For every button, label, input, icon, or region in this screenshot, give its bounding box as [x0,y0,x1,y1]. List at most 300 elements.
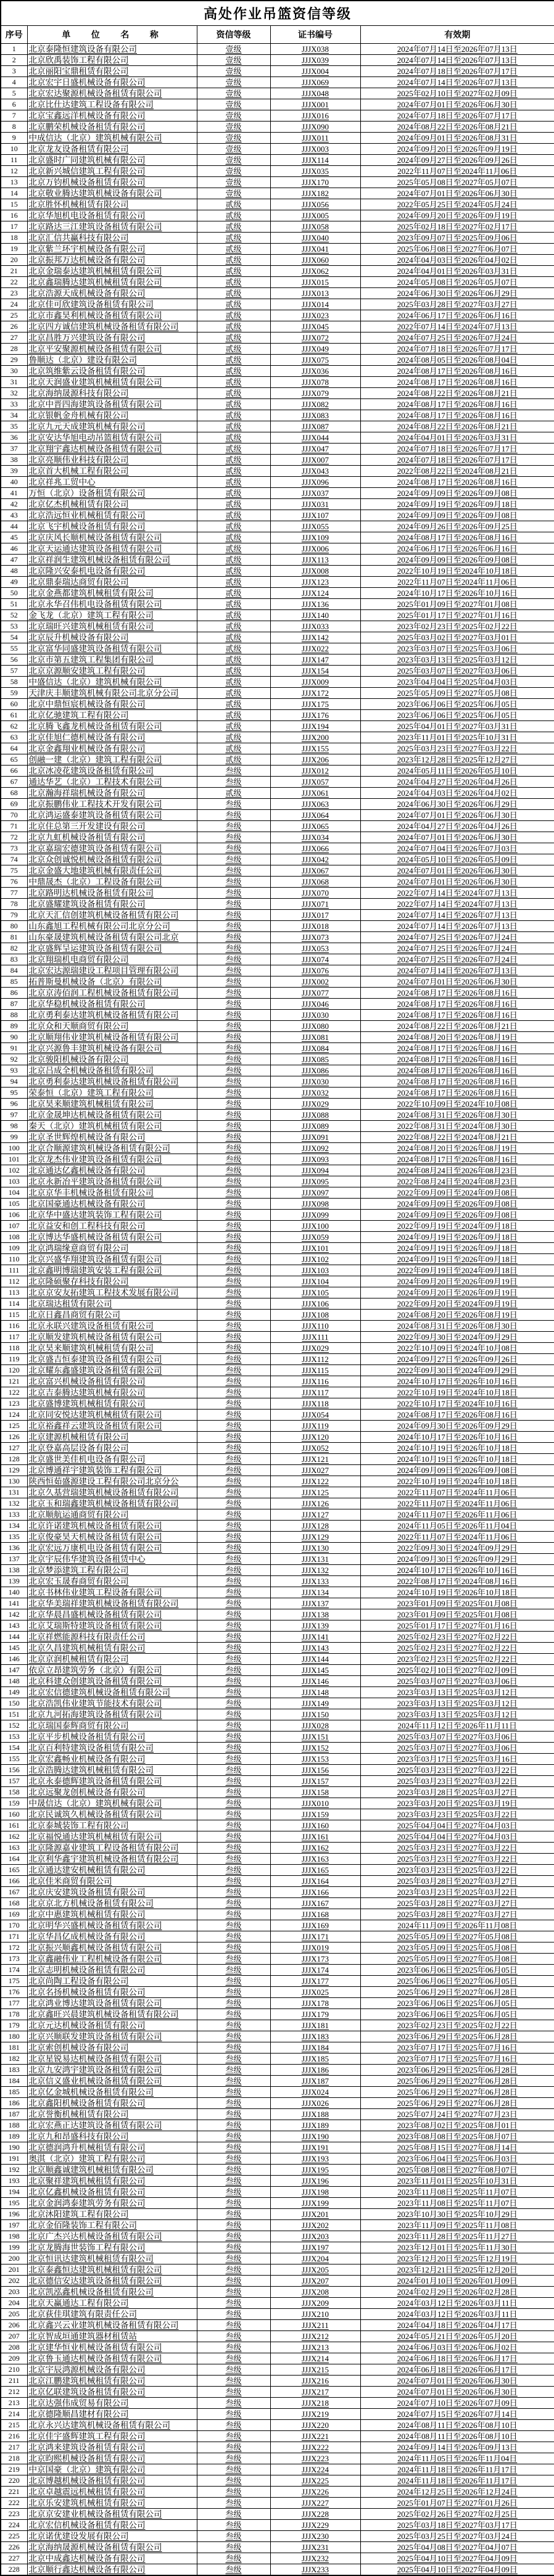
certificate-number: JJJX096 [270,477,360,488]
validity-period: 2024年09月14日至2026年09月13日 [360,2442,554,2453]
row-index: 99 [1,1132,27,1143]
validity-period: 2022年08月22日至2024年08月21日 [360,1132,554,1143]
validity-period: 2023年08月02日至2025年08月01日 [360,2120,554,2131]
certificate-number: JJJX033 [270,621,360,632]
credit-rating: 壹级 [197,77,270,88]
validity-period: 2024年09月19日至2026年09月18日 [360,499,554,510]
row-index: 42 [1,499,27,510]
row-index: 154 [1,1743,27,1754]
company-name: 北京亿联建筑设备租赁有限公司 [27,2387,197,2398]
certificate-number: JJJX040 [270,233,360,244]
validity-period: 2025年02月10日至2027年02月09日 [360,88,554,99]
certificate-number: JJJX138 [270,1609,360,1620]
table-row [1,1498,554,1509]
row-index: 91 [1,1043,27,1054]
validity-period: 2024年04月27日至2026年04月26日 [360,777,554,788]
validity-period: 2025年06月06日至2027年06月05日 [360,1976,554,1987]
validity-period: 2024年08月17日至2026年08月16日 [360,1076,554,1088]
company-name: 北京华美瑞祥建筑机械设备租赁有限公司 [27,1598,197,1609]
row-index: 41 [1,488,27,499]
row-index: 187 [1,2109,27,2120]
row-index: 168 [1,1898,27,1909]
certificate-number: JJJX060 [270,255,360,266]
header-row [1,26,554,44]
row-index: 44 [1,521,27,532]
validity-period: 2024年04月03日至2026年04月02日 [360,788,554,799]
credit-rating: 叁级 [197,1776,270,1787]
table-row [1,299,554,310]
row-index: 147 [1,1665,27,1676]
company-name: 北京龙腾海世装饰工程有限公司 [27,2242,197,2253]
validity-period: 2022年10月17日至2024年10月16日 [360,1398,554,1410]
row-index: 225 [1,2531,27,2542]
table-row [1,599,554,610]
certificate-number: JJJX035 [270,166,360,177]
company-name: 北京佳旭仁德机械设备有限公司 [27,732,197,743]
certificate-number: JJJX101 [270,1243,360,1254]
row-index: 51 [1,599,27,610]
certificate-number: JJJX155 [270,743,360,754]
certificate-number: JJJX011 [270,133,360,144]
company-name: 北京昀熙机械设备租赁有限公司 [27,2453,197,2464]
certificate-number: JJJX199 [270,2198,360,2209]
credit-rating: 叁级 [197,2142,270,2153]
company-name: 北京昌胜万兴建筑设备有限公司 [27,332,197,344]
credit-rating: 贰级 [197,510,270,521]
company-name: 北京汇信共赢科技有限公司 [27,233,197,244]
credit-rating: 贰级 [197,677,270,688]
validity-period: 2025年03月28日至2027年03月27日 [360,1876,554,1887]
table-row [1,1865,554,1876]
validity-period: 2023年12月01日至2025年11月30日 [360,2242,554,2253]
credit-rating: 叁级 [197,1820,270,1831]
company-name: 北京庆安建筑设备租赁有限公司 [27,1887,197,1898]
credit-rating: 叁级 [197,1954,270,1965]
certificate-number: JJJX079 [270,388,360,399]
table-row [1,843,554,854]
validity-period: 2025年02月18日至2027年02月17日 [360,221,554,233]
certificate-number: JJJX150 [270,1709,360,1720]
certificate-number: JJJX069 [270,77,360,88]
table-row [1,2187,554,2198]
validity-period: 2022年11月07日至2024年11月06日 [360,1487,554,1498]
credit-rating: 叁级 [197,2298,270,2309]
company-name: 北京卓越震远机械租赁有限公司 [27,2487,197,2498]
credit-rating: 叁级 [197,1076,270,1088]
company-name: 北京科建众创建筑设备租赁有限公司 [27,1676,197,1687]
row-index: 107 [1,1221,27,1232]
certificate-number: JJJX112 [270,1354,360,1365]
credit-rating: 叁级 [197,1332,270,1343]
validity-period: 2023年11月01日至2025年10月31日 [360,2176,554,2187]
credit-rating: 叁级 [197,1387,270,1398]
table-row [1,2231,554,2242]
company-name: 北京德润鸿升机械租赁有限公司 [27,2142,197,2153]
row-index: 35 [1,421,27,432]
company-name: 北京金晟坤达机械设备租赁有限公司 [27,1110,197,1121]
certificate-number: JJJX091 [270,1132,360,1143]
row-index: 137 [1,1554,27,1565]
row-index: 30 [1,366,27,377]
validity-period: 2025年02月26日至2027年02月25日 [360,2509,554,2520]
row-index: 117 [1,1332,27,1343]
company-name: 北京百利特建筑设备租赁有限公司 [27,1743,197,1754]
validity-period: 2024年09月27日至2026年09月26日 [360,155,554,166]
certificate-number: JJJX015 [270,277,360,288]
credit-rating: 叁级 [197,1620,270,1632]
company-name: 陕西恒茹盛源建设工程有限公司北京分公 [27,1476,197,1487]
company-name: 北京住总第三开发建设有限公司 [27,821,197,832]
company-name: 北京振鹏伟业工程技术开发有限公司 [27,799,197,810]
certificate-number: JJJX164 [270,1876,360,1887]
table-row [1,1743,554,1754]
credit-rating: 贰级 [197,721,270,732]
validity-period: 2025年03月25日至2027年03月24日 [360,2531,554,2542]
company-name: 北京利华鑫宇建筑机械设备租赁有限公司 [27,1854,197,1865]
row-index: 15 [1,199,27,210]
certificate-number: JJJX100 [270,1221,360,1232]
company-name: 北京星锐易达机械设备租赁有限公司 [27,2054,197,2065]
validity-period: 2024年05月11日至2026年05月10日 [360,766,554,777]
credit-rating: 叁级 [197,1543,270,1554]
row-index: 2 [1,55,27,66]
credit-rating: 叁级 [197,2531,270,2542]
credit-rating: 叁级 [197,965,270,976]
table-row [1,188,554,199]
credit-rating: 叁级 [197,1210,270,1221]
row-index: 73 [1,843,27,854]
company-name: 北京昊来顺建筑机械租赁有限公司 [27,1099,197,1110]
company-name: 北京丽阳宝鼎租赁有限公司 [27,66,197,77]
table-row [1,2220,554,2231]
validity-period: 2024年04月27日至2026年04月26日 [360,821,554,832]
table-row [1,144,554,155]
credit-rating: 叁级 [197,1032,270,1043]
company-name: 北京金瑞泰达建筑机械租赁有限公司 [27,266,197,277]
validity-period: 2024年08月17日至2026年08月16日 [360,1088,554,1099]
table-row [1,2376,554,2387]
validity-period: 2024年07月10日至2026年07月09日 [360,2398,554,2409]
certificate-number: JJJX093 [270,1154,360,1165]
table-row [1,954,554,965]
certificate-number: JJJX171 [270,1931,360,1942]
certificate-number: JJJX156 [270,1765,360,1776]
company-name: 北京新兴城信建筑工程有限公司 [27,166,197,177]
table-row [1,921,554,932]
credit-rating: 贰级 [197,321,270,332]
credit-rating: 叁级 [197,1754,270,1765]
credit-rating: 贰级 [197,344,270,355]
row-index: 169 [1,1909,27,1920]
row-index: 9 [1,133,27,144]
company-name: 北京福悦通达建筑机械租赁有限公司 [27,1831,197,1843]
company-name: 北京海纳晟源机械设备租赁有限公司 [27,2542,197,2553]
validity-period: 2024年07月18日至2026年07月17日 [360,110,554,122]
company-name: 北京比仕达建筑工程设备有限公司 [27,99,197,110]
company-name: 北京泰隆恒建筑设备有限公司 [27,44,197,55]
company-name: 北京亿杰机械租赁有限公司 [27,499,197,510]
company-name: 北京名扬机械设备租赁有限公司 [27,1987,197,1998]
row-index: 163 [1,1843,27,1854]
row-index: 82 [1,943,27,954]
validity-period: 2023年06月06日至2025年06月05日 [360,699,554,710]
company-name: 北京九和昂盛科技有限公司 [27,2131,197,2142]
certificate-number: JJJX148 [270,1687,360,1698]
row-index: 196 [1,2209,27,2220]
row-index: 215 [1,2420,27,2431]
column-header-cert: 证书编号 [270,26,360,44]
row-index: 122 [1,1387,27,1398]
certificate-number: JJJX198 [270,2187,360,2198]
company-name: 北京宝鑫远洋机械设备有限公司 [27,110,197,122]
credit-rating: 贰级 [197,743,270,754]
row-index: 148 [1,1676,27,1687]
company-name: 北京兴源鲁丰建筑机械设备有限公司 [27,1043,197,1054]
certificate-number: JJJX067 [270,865,360,877]
validity-period: 2025年04月04日至2027年04月03日 [360,1820,554,1831]
row-index: 29 [1,355,27,366]
validity-period: 2023年11月01日至2025年10月31日 [360,732,554,743]
certificate-number: JJJX073 [270,932,360,943]
table-row [1,610,554,621]
certificate-number: JJJX141 [270,1632,360,1643]
table-row [1,788,554,799]
table-row [1,1187,554,1199]
credit-rating: 贰级 [197,244,270,255]
row-index: 190 [1,2142,27,2153]
table-row [1,1843,554,1854]
row-index: 17 [1,221,27,233]
credit-rating: 叁级 [197,1465,270,1476]
credit-rating: 叁级 [197,1787,270,1798]
row-index: 189 [1,2131,27,2142]
certificate-number: JJJX227 [270,2498,360,2509]
certificate-number: JJJX106 [270,1298,360,1310]
company-name: 中盛信达（北京）建筑机械有限公司 [27,677,197,688]
credit-rating: 叁级 [197,1243,270,1254]
certificate-number: JJJX017 [270,910,360,921]
company-name: 北京益安和创工程科技有限公司 [27,1221,197,1232]
certificate-number: JJJX065 [270,821,360,832]
validity-period: 2023年06月29日至2025年06月28日 [360,2031,554,2042]
table-row [1,1976,554,1987]
table-row [1,1687,554,1698]
credit-rating: 叁级 [197,799,270,810]
validity-period: 2024年07月04日至2026年07月03日 [360,843,554,854]
row-index: 32 [1,388,27,399]
credit-rating: 叁级 [197,1632,270,1643]
certificate-number: JJJX087 [270,421,360,432]
company-name: 北京浩凯伟业建筑节能技术有限公司 [27,1698,197,1709]
table-row [1,1454,554,1465]
credit-rating: 壹级 [197,188,270,199]
certificate-number: JJJX043 [270,466,360,477]
row-index: 167 [1,1887,27,1898]
credit-rating: 叁级 [197,2431,270,2442]
validity-period: 2024年04月01日至2026年03月31日 [360,266,554,277]
row-index: 65 [1,754,27,766]
table-row [1,1354,554,1365]
validity-period: 2024年09月19日至2026年09月18日 [360,1232,554,1243]
credit-rating: 叁级 [197,2187,270,2198]
row-index: 157 [1,1776,27,1787]
certificate-number: JJJX144 [270,1654,360,1665]
validity-period: 2024年06月17日至2026年06月16日 [360,310,554,321]
credit-rating: 叁级 [197,2031,270,2042]
table-row [1,1942,554,1954]
validity-period: 2024年05月10日至2026年05月09日 [360,854,554,865]
table-row [1,155,554,166]
company-name: 创融一建（北京）建筑工程有限公司 [27,754,197,766]
credit-rating: 叁级 [197,2087,270,2098]
certificate-number: JJJX132 [270,1565,360,1576]
credit-rating: 贰级 [197,410,270,421]
certificate-number: JJJX081 [270,1032,360,1043]
row-index: 116 [1,1321,27,1332]
company-name: 北京通达建安机械租赁有限公司 [27,1865,197,1876]
table-row [1,1043,554,1054]
certificate-number: JJJX022 [270,643,360,654]
credit-rating: 叁级 [197,1698,270,1709]
table-row [1,2076,554,2087]
credit-rating: 叁级 [197,1398,270,1410]
row-index: 226 [1,2542,27,2553]
validity-period: 2023年03月28日至2025年03月27日 [360,1787,554,1798]
validity-period: 2024年08月20日至2026年08月19日 [360,1310,554,1321]
table-row [1,377,554,388]
table-row [1,477,554,488]
table-row [1,1143,554,1154]
certificate-number: JJJX188 [270,2109,360,2120]
company-name: 北京平安聚源机械设备租赁有限公司 [27,344,197,355]
validity-period: 2025年06月29日至2027年06月28日 [360,2098,554,2109]
row-index: 109 [1,1243,27,1254]
company-name: 北京天赢通达工程有限公司 [27,2298,197,2309]
row-index: 79 [1,910,27,921]
table-row [1,643,554,654]
company-name: 北京永联兴建筑设备租赁有限公司 [27,1321,197,1332]
row-index: 108 [1,1232,27,1243]
certificate-number: JJJX129 [270,1532,360,1543]
credit-rating: 贰级 [197,488,270,499]
row-index: 119 [1,1354,27,1365]
certificate-number: JJJX189 [270,2120,360,2131]
certificate-number: JJJX122 [270,1476,360,1487]
table-row [1,777,554,788]
company-name: 鲁顺达（北京）建设有限公司 [27,355,197,366]
validity-period: 2025年01月07日至2027年01月26日 [360,2498,554,2509]
row-index: 224 [1,2520,27,2531]
credit-rating: 贰级 [197,688,270,699]
credit-rating: 叁级 [197,1509,270,1521]
credit-rating: 叁级 [197,1110,270,1121]
table-row [1,2165,554,2176]
certificate-number: JJJX085 [270,1054,360,1065]
table-row [1,421,554,432]
table-row [1,2420,554,2431]
credit-rating: 贰级 [197,444,270,455]
certificate-number: JJJX169 [270,1920,360,1931]
company-name: 北京亮顺伟业科技有限公司 [27,455,197,466]
table-row [1,1754,554,1765]
company-name: 北京华稳机械设备租赁有限公司 [27,999,197,1010]
certificate-number: JJJX187 [270,2076,360,2087]
row-index: 184 [1,2076,27,2087]
credit-rating: 叁级 [197,1343,270,1354]
certificate-number: JJJX182 [270,188,360,199]
validity-period: 2022年10月19日至2024年10月18日 [360,566,554,577]
credit-rating: 叁级 [197,2242,270,2253]
table-row [1,1732,554,1743]
certificate-number: JJJX181 [270,2020,360,2031]
row-index: 197 [1,2220,27,2231]
credit-rating: 叁级 [197,766,270,777]
row-index: 206 [1,2320,27,2331]
validity-period: 2025年01月17日至2027年01月16日 [360,1620,554,1632]
row-index: 31 [1,377,27,388]
validity-period: 2023年11月28日至2025年11月27日 [360,2231,554,2242]
validity-period: 2025年04月10日至2027年04月09日 [360,2564,554,2576]
table-row [1,1365,554,1376]
validity-period: 2025年04月01日至2027年03月31日 [360,721,554,732]
certificate-number: JJJX220 [270,2420,360,2431]
validity-period: 2023年03月13日至2025年03月12日 [360,1709,554,1720]
row-index: 185 [1,2087,27,2098]
row-index: 204 [1,2298,27,2309]
row-index: 16 [1,210,27,221]
row-index: 89 [1,1021,27,1032]
row-index: 214 [1,2409,27,2420]
credit-rating: 叁级 [197,1143,270,1154]
validity-period: 2022年09月09日至2024年09月08日 [360,1187,554,1199]
certificate-number: JJJX203 [270,2231,360,2242]
row-index: 218 [1,2453,27,2464]
certificate-number: JJJX167 [270,1898,360,1909]
validity-period: 2023年03月23日至2025年03月22日 [360,1809,554,1820]
table-row [1,1565,554,1576]
company-name: 北京京涛佰润工程机械设备租赁有限公司 [27,988,197,999]
credit-rating: 叁级 [197,1276,270,1287]
company-name: 北京京源顺安建筑工程有限公司 [27,666,197,677]
credit-rating: 叁级 [197,865,270,877]
row-index: 55 [1,643,27,654]
credit-rating: 叁级 [197,1765,270,1776]
row-index: 26 [1,321,27,332]
credit-rating: 叁级 [197,1310,270,1321]
company-name: 天津庆丰顺建筑机械有限公司北京分公司 [27,688,197,699]
row-index: 125 [1,1421,27,1432]
certificate-number: JJJX213 [270,2342,360,2353]
company-name: 北京永兴达建筑机械设备租赁有限公司 [27,2420,197,2431]
company-name: 北京瑞达租赁有限公司 [27,1298,197,1310]
row-index: 70 [1,810,27,821]
validity-period: 2025年03月28日至2027年03月27日 [360,1898,554,1909]
row-index: 33 [1,399,27,410]
validity-period: 2025年06月29日至2027年06月28日 [360,2076,554,2087]
row-index: 111 [1,1265,27,1276]
row-index: 173 [1,1954,27,1965]
credit-rating: 壹级 [197,155,270,166]
validity-period: 2024年08月20日至2026年08月19日 [360,1143,554,1154]
validity-period: 2024年09月20日至2026年09月19日 [360,1276,554,1287]
table-row [1,2020,554,2031]
validity-period: 2023年06月29日至2025年06月28日 [360,2065,554,2076]
table-row [1,1432,554,1443]
company-name: 北京欣禹装饰工程有限公司 [27,55,197,66]
row-index: 3 [1,66,27,77]
validity-period: 2024年09月09日至2026年09月08日 [360,1465,554,1476]
table-row [1,1987,554,1998]
